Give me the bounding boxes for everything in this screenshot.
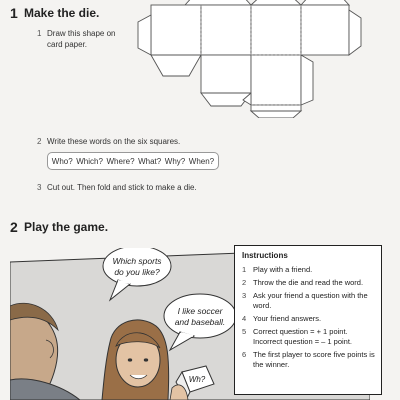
instructions-title: Instructions (242, 251, 288, 260)
answer-line-1: I like soccer (177, 306, 223, 316)
instruction-text: Throw the die and read the word. (253, 278, 364, 287)
instructions-list (242, 265, 375, 370)
instruction-number: 1 (242, 265, 247, 274)
instruction-item (242, 278, 375, 288)
word-where: Where? (106, 156, 135, 166)
word-who: Who? (51, 156, 73, 166)
instruction-number: 6 (242, 350, 247, 359)
instruction-text: Play with a friend. (253, 265, 313, 274)
instructions-box (234, 245, 382, 395)
step-2-number: 2 (37, 137, 42, 146)
instruction-number: 4 (242, 314, 247, 323)
die-card-text: Wh? (188, 375, 206, 384)
section-2-number: 2 (10, 219, 18, 235)
instruction-item (242, 291, 375, 311)
word-which: Which? (76, 156, 103, 166)
section-1-number: 1 (10, 5, 18, 21)
instruction-item (242, 350, 375, 370)
step-1-text: Draw this shape on card paper. (47, 29, 116, 49)
die-net-diagram (135, 0, 365, 118)
word-what: What? (138, 156, 162, 166)
word-why: Why? (164, 156, 186, 166)
instruction-item (242, 327, 375, 347)
instruction-text: Ask your friend a question with the word. (253, 291, 368, 310)
instruction-number: 3 (242, 291, 247, 300)
instruction-number: 2 (242, 278, 247, 287)
instruction-number: 5 (242, 327, 247, 336)
word-when: When? (188, 156, 215, 166)
instruction-item (242, 265, 375, 275)
instruction-text: The first player to score five points is the winner. (253, 350, 375, 369)
question-words-box (47, 152, 219, 170)
section-1-title: Make the die. (24, 6, 100, 20)
question-line-1: Which sports (112, 256, 162, 266)
question-line-2: do you like? (114, 267, 160, 277)
step-3-text: Cut out. Then fold and stick to make a die. (47, 183, 197, 192)
step-3-number: 3 (37, 183, 42, 192)
section-2-title: Play the game. (24, 220, 109, 234)
instruction-text: Your friend answers. (253, 314, 322, 323)
step-2-text: Write these words on the six squares. (47, 137, 181, 146)
instruction-item (242, 314, 375, 324)
step-1-number: 1 (37, 29, 42, 38)
answer-line-2: and baseball. (174, 317, 226, 327)
instruction-text: Correct question = + 1 point. Incorrect question = – 1 point. (253, 327, 353, 346)
